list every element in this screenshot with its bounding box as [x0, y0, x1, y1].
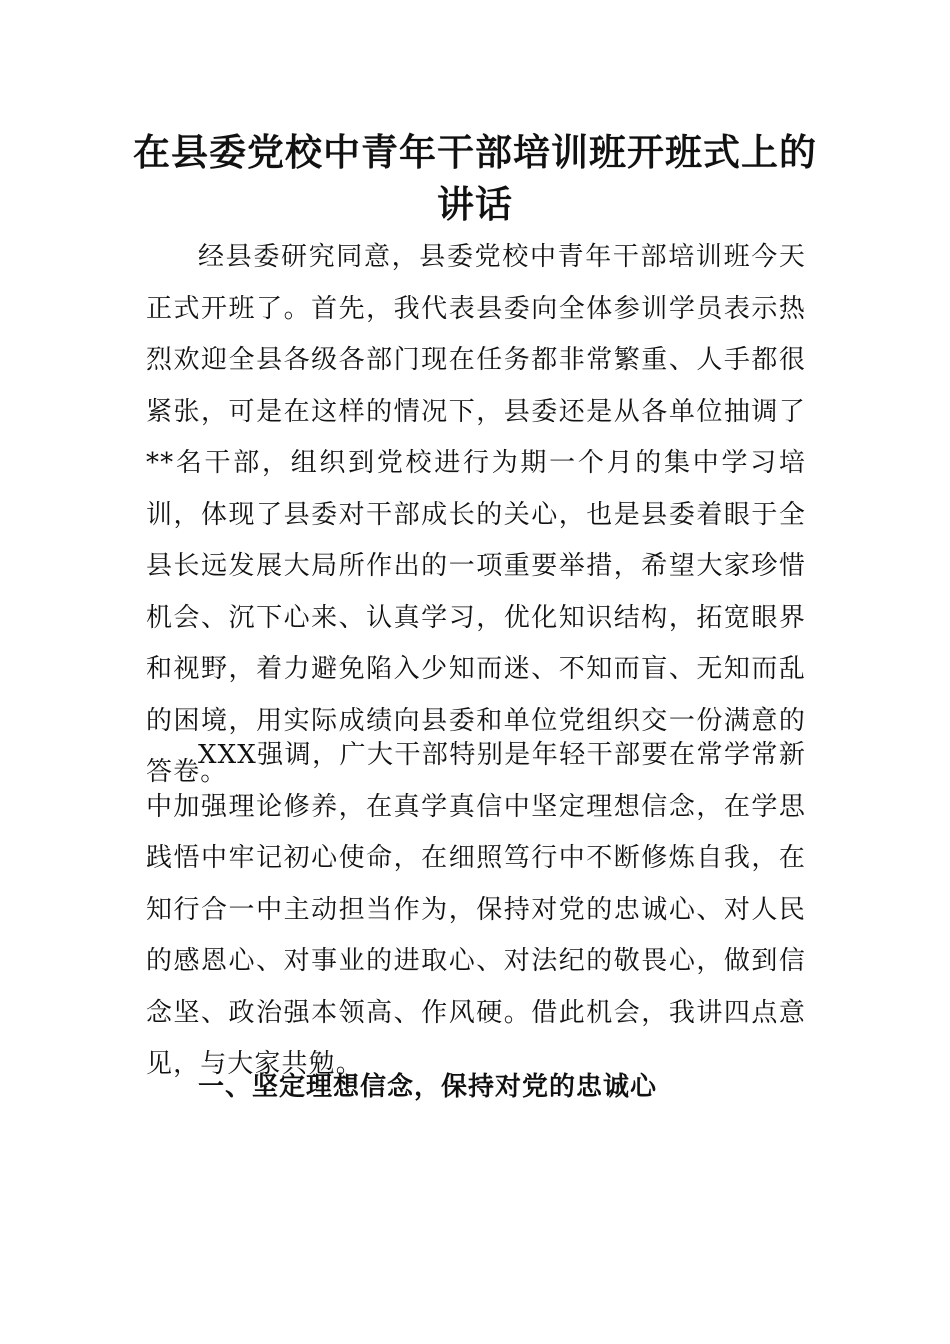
- body-paragraph: 经县委研究同意，县委党校中青年干部培训班今天正式开班了。首先，我代表县委向全体参训学员表示热烈欢迎全县各级各部门现在任务都非常繁重、人手都很紧张，可是在这样的情况下，县委还是从各单位抽调了**名干部，组织到党校进行为期一个月的集中学习培训，体现了县委对干部成长的关心，也是县委着眼于全县长远发展大局所作出的一项重要举措，希望大家珍惜机会、沉下心来、认真学习，优化知识结构，拓宽眼界和视野，着力避免陷入少知而迷、不知而盲、无知而乱的困境，用实际成绩向县委和单位党组织交一份满意的答卷。: [146, 242, 806, 787]
- document-title: 在县委党校中青年干部培训班开班式上的讲话: [133, 130, 817, 226]
- body-paragraph: XXX强调，广大干部特别是年轻干部要在常学常新中加强理论修养，在真学真信中坚定理想信念，在学思践悟中牢记初心使命，在细照笃行中不断修炼自我，在知行合一中主动担当作为，保持对党的忠诚心、对人民的感恩心、对事业的进取心、对法纪的敬畏心，做到信念坚、政治强本领高、作风硬。借此机会，我讲四点意见，与大家共勉。: [146, 740, 806, 1079]
- section-heading: 一、坚定理想信念，保持对党的忠诚心: [198, 1072, 658, 1102]
